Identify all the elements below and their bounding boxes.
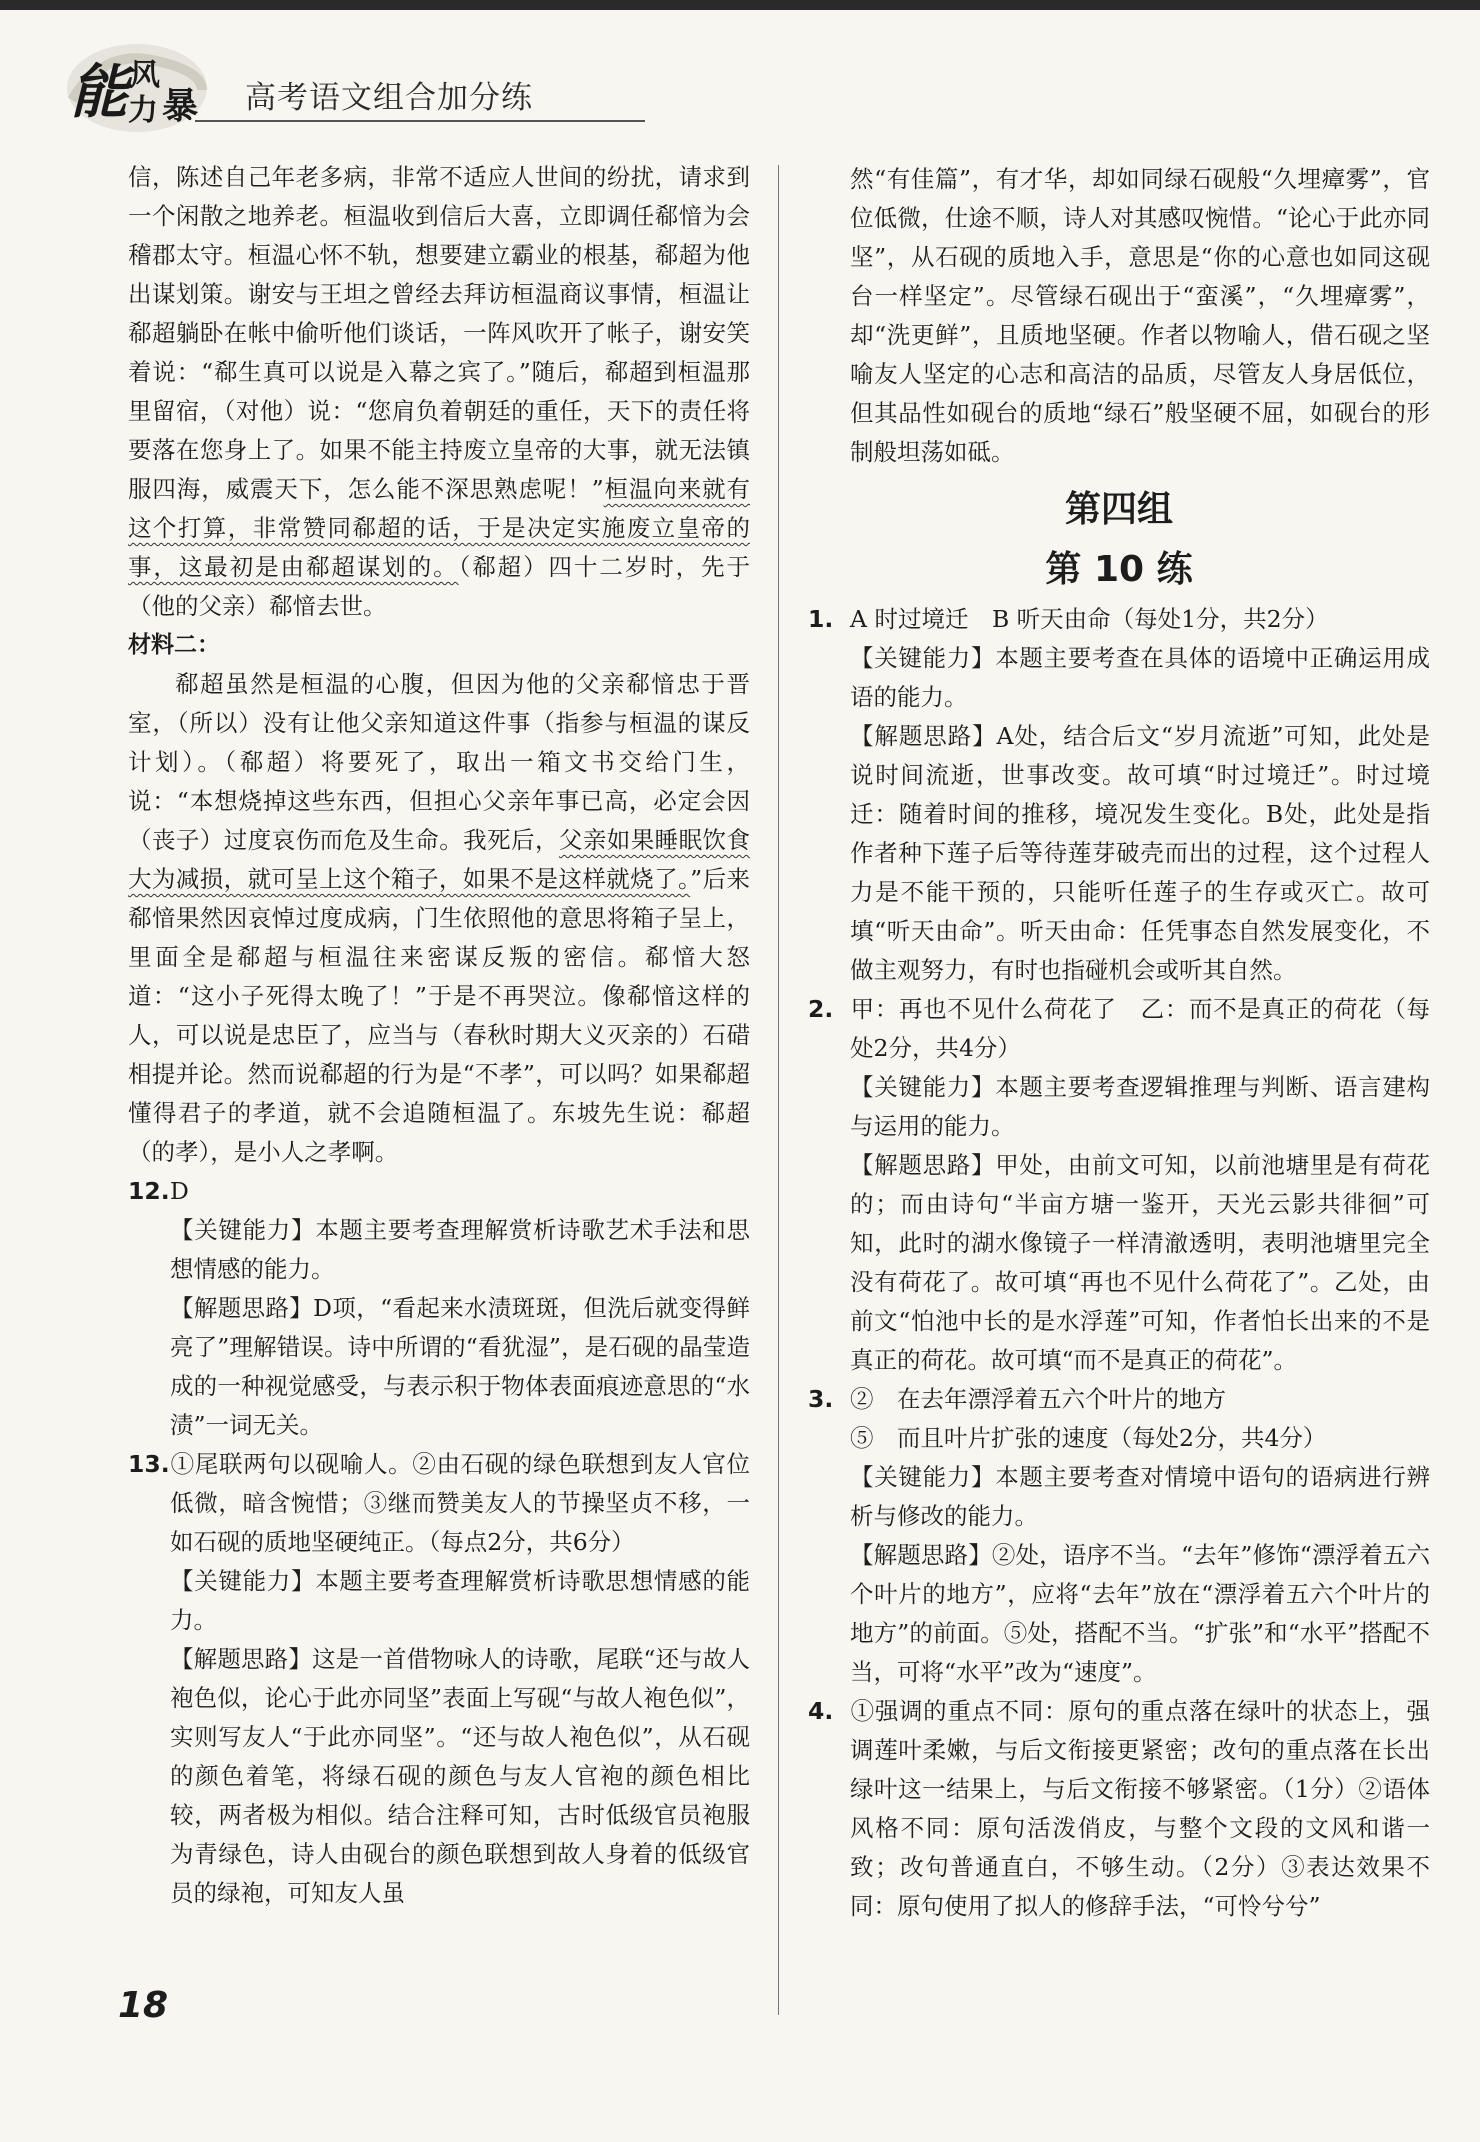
svg-text:力: 力 (128, 93, 158, 128)
page-number: 18 (118, 1985, 169, 2026)
material-two-label: 材料二： (128, 632, 220, 658)
svg-text:能: 能 (70, 58, 129, 126)
question-1-ability: 【关键能力】本题主要考查在具体的语境中正确运用成语的能力。 (850, 644, 1431, 711)
question-4-answer: 4. ①强调的重点不同：原句的重点落在绿叶的状态上，强调莲叶柔嫩，与后文衔接更紧密；改句的重点落在长出绿叶这一结果上，与后文衔接不够紧密。（1分）②语体风格不同：原句活泼俏皮，与整个文段的文风和谐一致；改句普通直白，不够生动。（2分）③表达效果不同：原句使用了拟人的修辞手法，“可怜兮兮” (808, 1697, 1430, 1920)
question-2-ability: 【关键能力】本题主要考查逻辑推理与判断、语言建构与运用的能力。 (850, 1073, 1431, 1140)
question-3-idea: 【解题思路】②处，语序不当。“去年”修饰“漂浮着五六个叶片的地方”，应将“去年”放在“漂浮着五六个叶片的地方”的前面。⑤处，搭配不当。“扩张”和“水平”搭配不当，可将“水平”改为“速度”。 (850, 1541, 1431, 1686)
lesson-title: 第 10 练 (1045, 549, 1193, 590)
question-12-idea: 【解题思路】D项，“看起来水渍斑斑，但洗后就变得鲜亮了”理解错误。诗中所谓的“看犹湿”，是石砚的晶莹造成的一种视觉感受，与表示积于物体表面痕迹意思的“水渍”一词无关。 (170, 1294, 751, 1439)
question-13-idea-continued: 然“有佳篇”，有才华，却如同绿石砚般“久埋瘴雾”，官位低微，仕途不顺，诗人对其感叹惋惜。“论心于此亦同坚”，从石砚的质地入手，意思是“你的心意也如同这砚台一样坚定”。尽管绿石砚出于“蛮溪”，“久埋瘴雾”，却“洗更鲜”，且质地坚硬。作者以物喻人，借石砚之坚喻友人坚定的心志和高洁的品质，尽管友人身居低位，但其品性如砚台的质地“绿石”般坚硬不屈，如砚台的形制般坦荡如砥。 (850, 165, 1430, 466)
brand-logo-icon (62, 30, 212, 140)
column-divider (778, 165, 779, 2015)
svg-text:风: 风 (130, 58, 160, 93)
wavy-underlined-text: 桓温向来就有这个打算，非常赞同郗超的话，于是决定实施废立皇帝的事，这最初是由郗超谋划的。 (128, 475, 751, 581)
question-12-answer: 12.D (128, 1177, 189, 1205)
question-3-answer: 3. ② 在去年漂浮着五六个叶片的地方 (808, 1385, 1226, 1413)
translation-paragraph-2: 郗超虽然是桓温的心腹，但因为他的父亲郗愔忠于晋室，（所以）没有让他父亲知道这件事（指参与桓温的谋反计划）。（郗超）将要死了，取出一箱文书交给门生，说：“本想烧掉这些东西，但担心父亲年事已高，必定会因（丧子）过度哀伤而危及生命。我死后，父亲如果睡眠饮食大为减损，就可呈上这个箱子，如果不是这样就烧了。”后来郗愔果然因哀悼过度成病，门生依照他的意思将箱子呈上，里面全是郗超与桓温往来密谋反叛的密信。郗愔大怒道：“这小子死得太晚了！”于是不再哭泣。像郗愔这样的人，可以说是忠臣了，应当与（春秋时期大义灭亲的）石碏相提并论。然而说郗超的行为是“不孝”，可以吗？如果郗超懂得君子的孝道，就不会追随桓温了。东坡先生说：郗超（的孝），是小人之孝啊。 (128, 670, 751, 1166)
right-column (808, 160, 1430, 1926)
question-3-answer-2: ⑤ 而且叶片扩张的速度（每处2分，共4分） (850, 1424, 1327, 1452)
question-13-answer: 13.①尾联两句以砚喻人。②由石砚的绿色联想到友人官位低微，暗含惋惜；③继而赞美友人的节操坚贞不移，一如石砚的质地坚硬纯正。（每点2分，共6分） (128, 1450, 750, 1556)
question-12-ability: 【关键能力】本题主要考查理解赏析诗歌艺术手法和思想情感的能力。 (170, 1216, 751, 1283)
header-rule (195, 120, 645, 122)
question-2-answer: 2. 甲：再也不见什么荷花了 乙：而不是真正的荷花（每处2分，共4分） (808, 995, 1430, 1062)
question-2-idea: 【解题思路】甲处，由前文可知，以前池塘里是有荷花的；而由诗句“半亩方塘一鉴开，天光云影共徘徊”可知，此时的湖水像镜子一样清澈透明，表明池塘里完全没有荷花了。故可填“再也不见什么荷花了”。乙处，由前文“怕池中长的是水浮莲”可知，作者怕长出来的不是真正的荷花。故可填“而不是真正的荷花”。 (850, 1151, 1431, 1374)
left-column (128, 158, 750, 1913)
question-13-ability: 【关键能力】本题主要考查理解赏析诗歌思想情感的能力。 (170, 1567, 751, 1634)
question-3-ability: 【关键能力】本题主要考查对情境中语句的语病进行辨析与修改的能力。 (850, 1463, 1431, 1530)
book-title: 高考语文组合加分练 (245, 80, 533, 116)
question-1-answer: 1. A 时过境迁 B 听天由命（每处1分，共2分） (808, 605, 1329, 633)
group-title: 第四组 (1064, 489, 1173, 530)
question-13-idea: 【解题思路】这是一首借物咏人的诗歌，尾联“还与故人袍色似，论心于此亦同坚”表面上写砚“与故人袍色似”，实则写友人“于此亦同坚”。“还与故人袍色似”，从石砚的颜色着笔，将绿石砚的颜色与友人官袍的颜色相比较，两者极为相似。结合注释可知，古时低级官员袍服为青绿色，诗人由砚台的颜色联想到故人身着的低级官员的绿袍，可知友人虽 (170, 1645, 751, 1907)
translation-paragraph-1: 信，陈述自己年老多病，非常不适应人世间的纷扰，请求到一个闲散之地养老。桓温收到信后大喜，立即调任郗愔为会稽郡太守。桓温心怀不轨，想要建立霸业的根基，郗超为他出谋划策。谢安与王坦之曾经去拜访桓温商议事情，桓温让郗超躺卧在帐中偷听他们谈话，一阵风吹开了帐子，谢安笑着说：“郗生真可以说是入幕之宾了。”随后，郗超到桓温那里留宿，（对他）说：“您肩负着朝廷的重任，天下的责任将要落在您身上了。如果不能主持废立皇帝的大事，就无法镇服四海，威震天下，怎么能不深思熟虑呢！”桓温向来就有这个打算，非常赞同郗超的话，于是决定实施废立皇帝的事，这最初是由郗超谋划的。（郗超）四十二岁时，先于（他的父亲）郗愔去世。 (128, 163, 751, 620)
svg-text:暴: 暴 (162, 85, 199, 127)
wavy-underlined-text: 父亲如果睡眠饮食大为减损，就可呈上这个箱子，如果不是这样就烧了。 (128, 826, 751, 893)
top-border-bar (0, 0, 1480, 10)
question-1-idea: 【解题思路】A处，结合后文“岁月流逝”可知，此处是说时间流逝，世事改变。故可填“时过境迁”。时过境迁：随着时间的推移，境况发生变化。B处，此处是指作者种下莲子后等待莲芽破壳而出的过程，这个过程人力是不能干预的，只能听任莲子的生存或灭亡。故可填“听天由命”。听天由命：任凭事态自然发展变化，不做主观努力，有时也指碰机会或听其自然。 (850, 722, 1430, 984)
